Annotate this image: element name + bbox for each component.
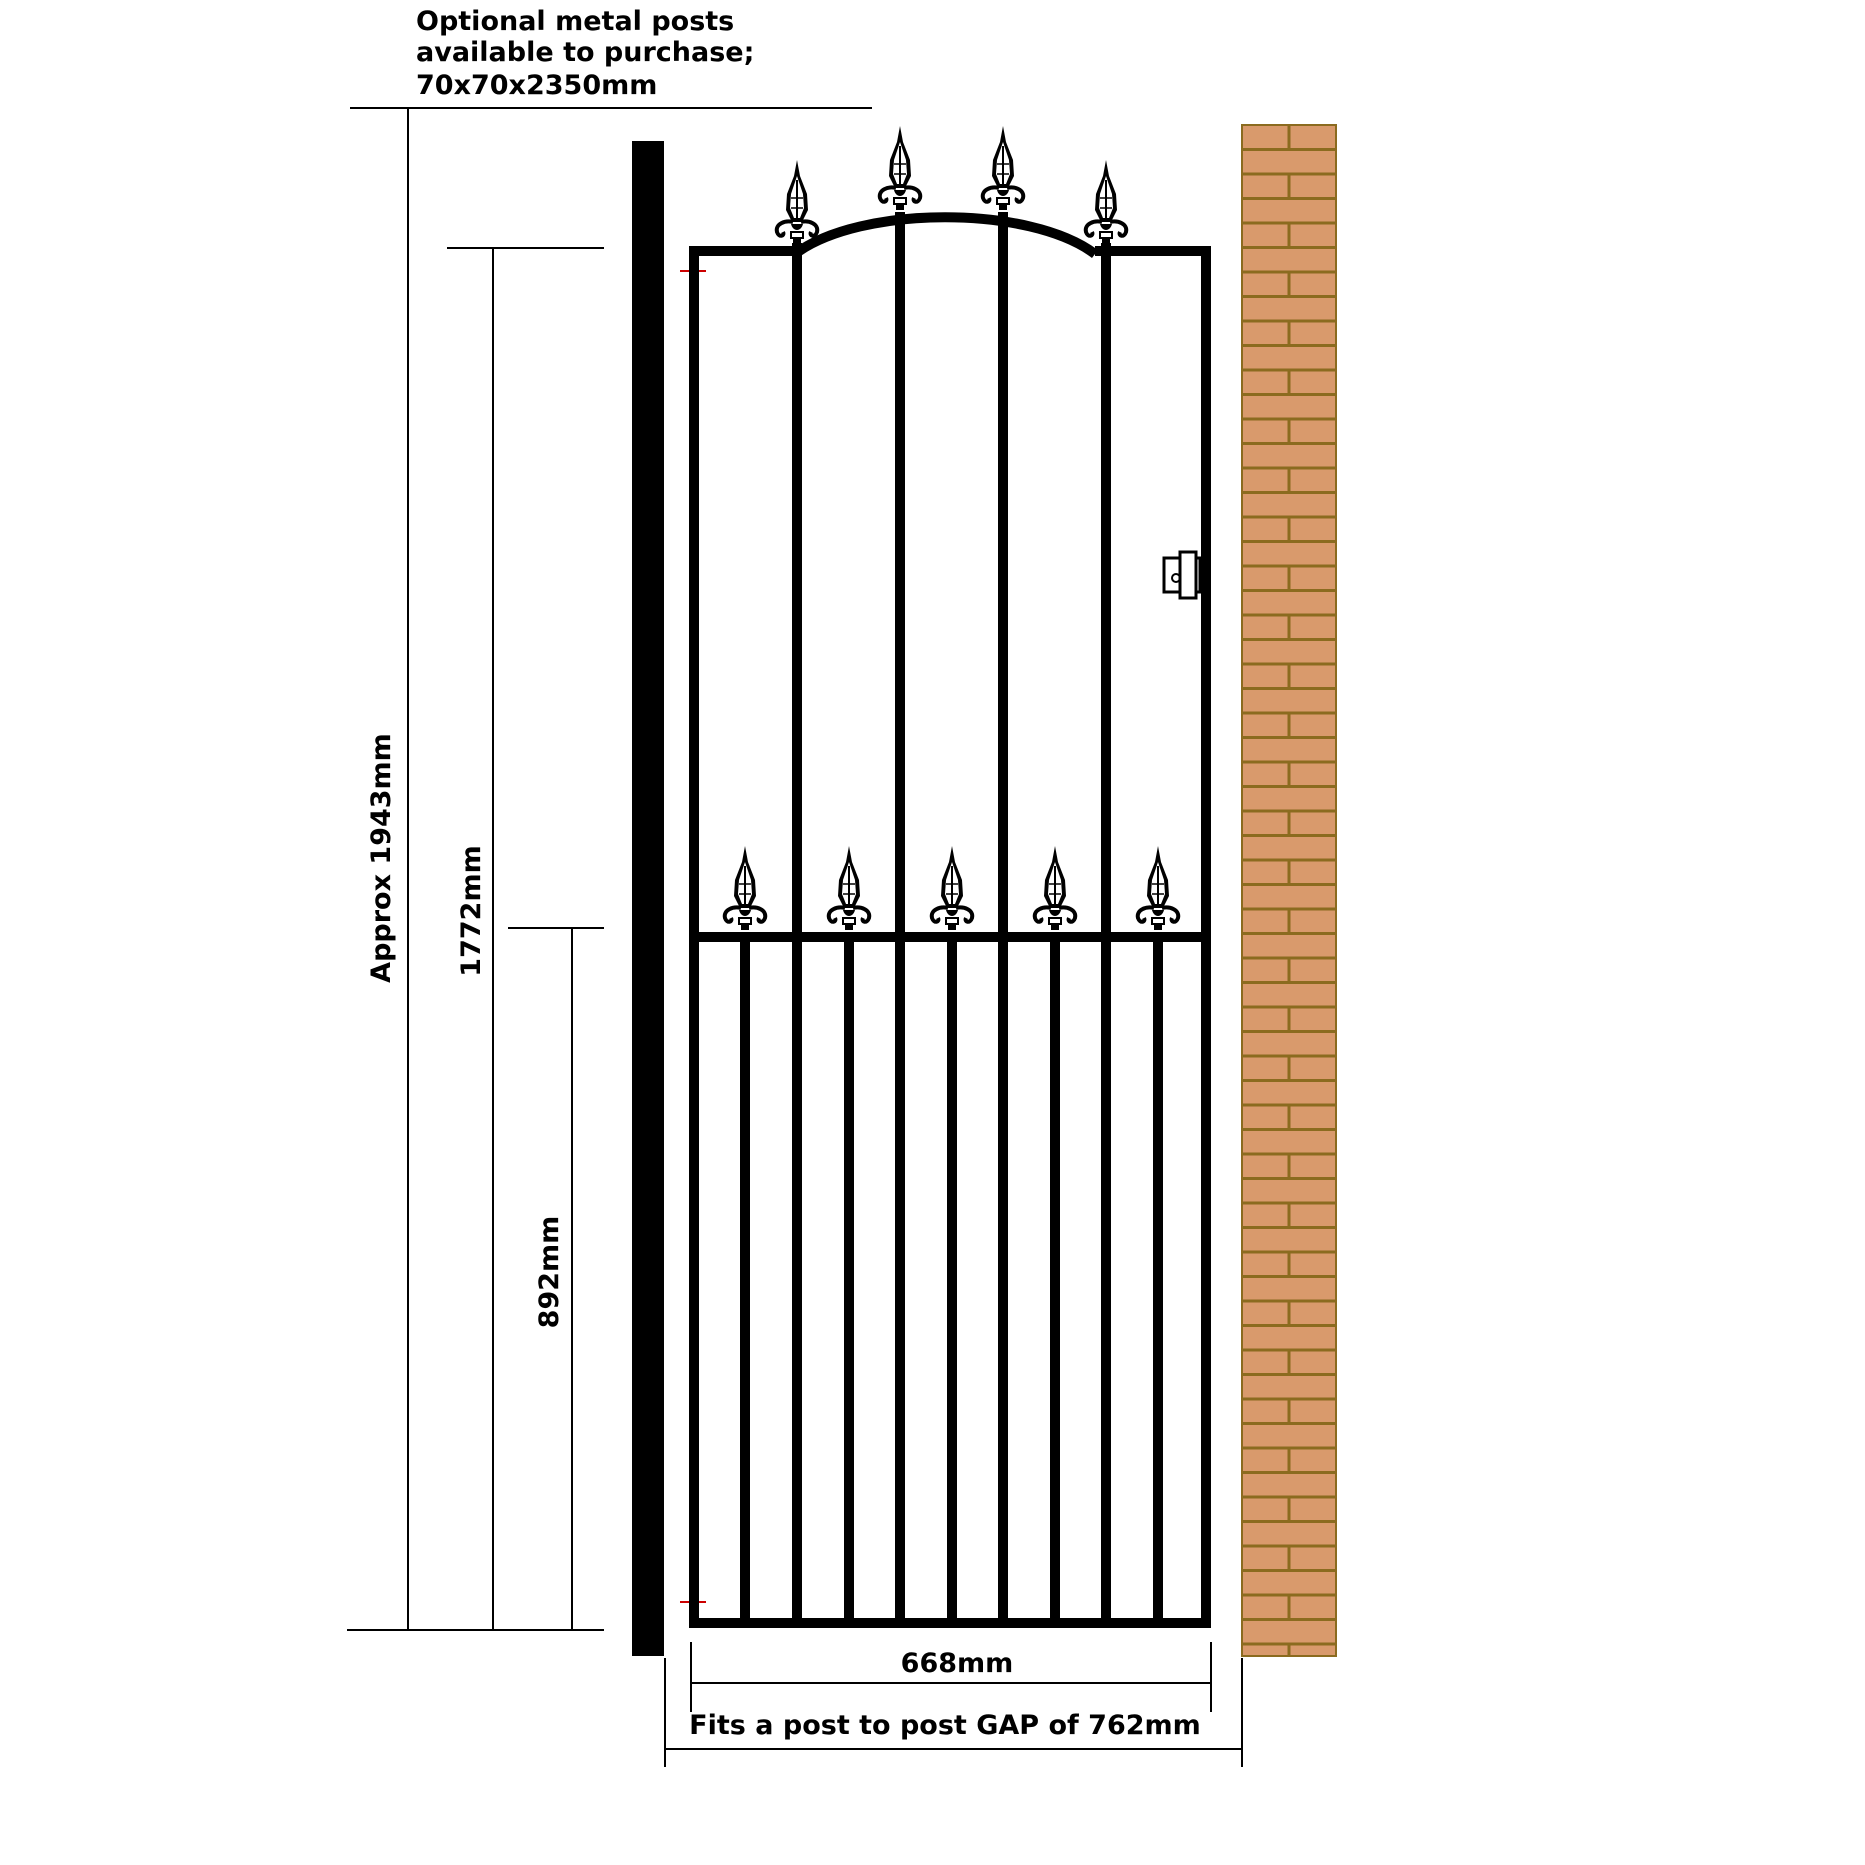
- lower-height-label: 892mm: [534, 1215, 565, 1329]
- finial-top-1: [777, 160, 818, 244]
- finial-lower-1: [725, 846, 766, 930]
- gate-latch: [1164, 552, 1200, 598]
- post-note-line-1: Optional metal posts: [416, 6, 735, 37]
- metal-post: [632, 141, 664, 1656]
- finial-top-3: [983, 126, 1024, 210]
- short-bars: [745, 932, 1158, 1620]
- finial-top-2: [880, 126, 921, 210]
- finial-lower-4: [1035, 846, 1076, 930]
- frame-height-label: 1772mm: [456, 845, 487, 977]
- overall-height-label: Approx 1943mm: [366, 733, 397, 983]
- finial-lower-2: [829, 846, 870, 930]
- finial-lower-3: [932, 846, 973, 930]
- brick-pier-body: [1242, 125, 1336, 1656]
- post-note-line-3: 70x70x2350mm: [416, 70, 658, 101]
- post-note-line-2: available to purchase;: [416, 37, 755, 68]
- finial-lower-5: [1138, 846, 1179, 930]
- gate-width-label: 668mm: [900, 1648, 1014, 1679]
- finial-top-4: [1086, 160, 1127, 244]
- brick-pier: [1242, 125, 1336, 1656]
- post-gap-label: Fits a post to post GAP of 762mm: [689, 1710, 1201, 1741]
